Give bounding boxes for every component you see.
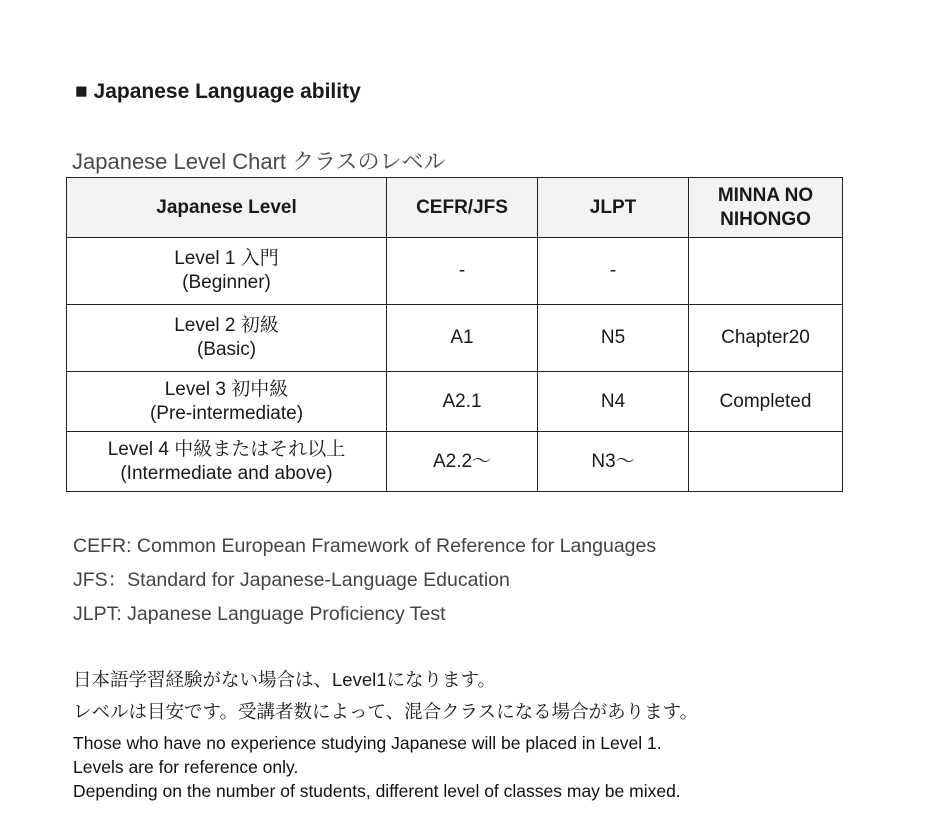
level-english: (Intermediate and above) xyxy=(120,462,333,484)
table-caption: Japanese Level Chart クラスのレベル xyxy=(72,149,446,174)
header-minna-no-nihongo xyxy=(689,178,843,238)
header-jlpt: JLPT xyxy=(538,178,689,238)
level-english: (Basic) xyxy=(196,339,257,360)
note-en-line: Levels are for reference only. xyxy=(73,757,299,777)
jlpt-cell: N3～ xyxy=(538,432,689,492)
level-name: Level 3 初中級 xyxy=(164,378,289,400)
jlpt-cell: N5 xyxy=(538,305,689,372)
notes-japanese xyxy=(73,668,698,732)
notes-english xyxy=(73,732,681,804)
header-cefr-jfs: CEFR/JFS xyxy=(387,178,538,238)
header-minna-text: MINNA NO NIHONGO xyxy=(717,184,814,230)
note-en-line: Those who have no experience studying Japanese will be placed in Level 1. xyxy=(73,733,662,753)
level-name: Level 2 初級 xyxy=(174,315,279,336)
table-row xyxy=(67,432,843,492)
cefr-cell: A1 xyxy=(387,305,538,372)
abbreviation-definitions xyxy=(73,534,656,636)
jlpt-cell: N4 xyxy=(538,372,689,432)
minna-cell: Completed xyxy=(689,372,843,432)
header-japanese-level: Japanese Level xyxy=(67,178,387,238)
definition-jfs: JFS：Standard for Japanese-Language Education xyxy=(73,569,510,591)
minna-cell xyxy=(689,238,843,305)
cefr-cell: A2.2～ xyxy=(387,432,538,492)
note-ja-line: レベルは目安です。受講者数によって、混合クラスになる場合があります。 xyxy=(73,701,699,722)
level-name: Level 1 入門 xyxy=(174,248,279,269)
section-heading: ■ Japanese Language ability xyxy=(75,80,361,103)
level-table xyxy=(66,177,843,492)
note-ja-line: 日本語学習経験がない場合は、Level1になります。 xyxy=(73,669,497,690)
cefr-cell: - xyxy=(387,238,538,305)
level-cell xyxy=(67,305,387,372)
table-row xyxy=(67,372,843,432)
note-en-line: Depending on the number of students, different level of classes may be mixed. xyxy=(73,781,681,801)
level-name: Level 4 中級またはそれ以上 xyxy=(107,438,346,460)
table-row xyxy=(67,238,843,305)
level-cell xyxy=(67,238,387,305)
minna-cell xyxy=(689,432,843,492)
level-cell xyxy=(67,432,387,492)
definition-cefr: CEFR: Common European Framework of Reference for Languages xyxy=(73,535,657,557)
table-row xyxy=(67,305,843,372)
minna-cell: Chapter20 xyxy=(689,305,843,372)
cefr-cell: A2.1 xyxy=(387,372,538,432)
table-header-row xyxy=(67,178,843,238)
level-english: (Beginner) xyxy=(182,272,271,293)
definition-jlpt: JLPT: Japanese Language Proficiency Test xyxy=(73,603,446,625)
jlpt-cell: - xyxy=(538,238,689,305)
level-cell xyxy=(67,372,387,432)
level-english: (Pre-intermediate) xyxy=(149,402,304,424)
